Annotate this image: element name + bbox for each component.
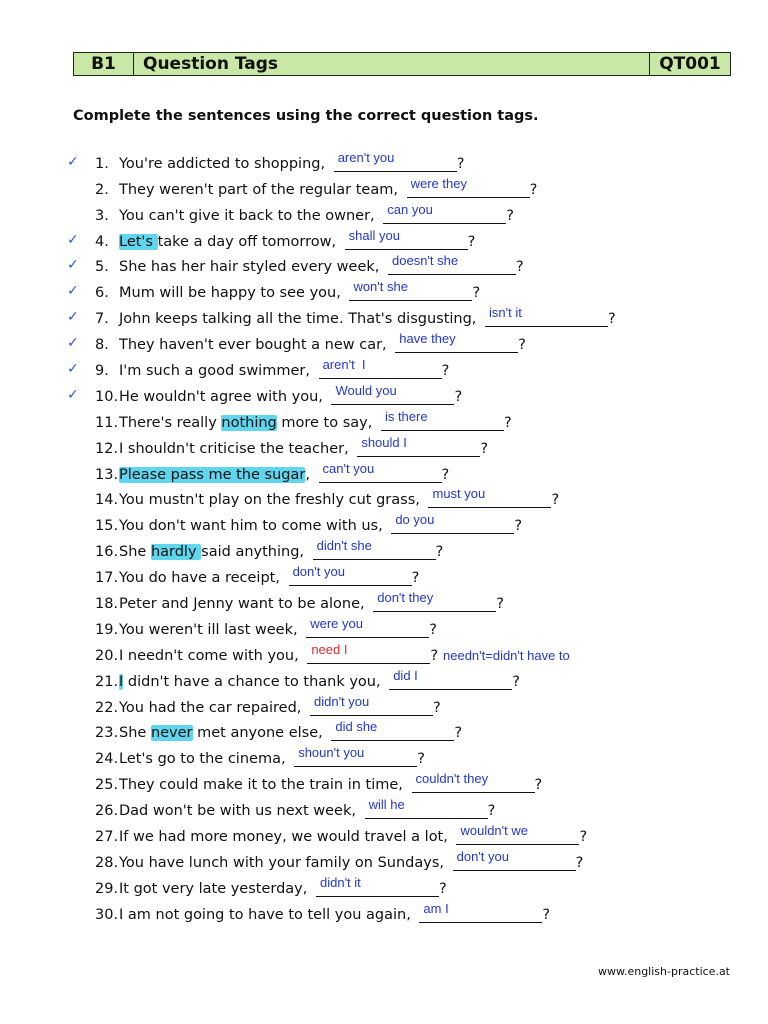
item-number: 18. xyxy=(95,596,119,613)
question-mark: ? xyxy=(487,803,496,820)
handwritten-answer: shall you xyxy=(348,227,400,243)
answer-blank[interactable] xyxy=(313,538,436,560)
sentence-text: You can't give it back to the owner, xyxy=(119,207,380,224)
sentence xyxy=(119,823,588,846)
question-mark: ? xyxy=(472,285,481,302)
sentence-text: Peter and Jenny want to be alone, xyxy=(119,596,370,613)
sentence-text: They haven't ever bought a new car, xyxy=(119,337,392,354)
sentence-text: You weren't ill last week, xyxy=(119,621,303,638)
sentence-text: They could make it to the train in time, xyxy=(119,777,408,794)
sentence xyxy=(119,434,489,457)
sentence xyxy=(119,253,524,276)
exercise-item xyxy=(0,537,768,563)
answer-blank[interactable] xyxy=(319,357,442,379)
handwritten-answer: need I xyxy=(311,641,348,657)
answer-blank[interactable] xyxy=(412,771,535,793)
answer-blank[interactable] xyxy=(395,331,518,353)
handwritten-answer: didn't she xyxy=(316,538,372,554)
handwritten-answer: shoun't you xyxy=(298,745,365,761)
checkmark-icon: ✓ xyxy=(67,153,79,170)
sentence-text: You do have a receipt, xyxy=(119,570,285,587)
question-mark: ? xyxy=(506,207,514,224)
answer-blank[interactable] xyxy=(294,745,417,767)
sentence-text: Dad won't be with us next week, xyxy=(119,803,361,820)
exercise-item xyxy=(0,667,768,693)
exercise-item xyxy=(0,796,768,822)
exercise-item xyxy=(0,900,768,926)
checkmark-icon: ✓ xyxy=(67,361,79,378)
answer-blank[interactable] xyxy=(357,434,480,457)
highlighted-text: nothing xyxy=(221,414,277,431)
sentence-text: I needn't come with you, xyxy=(119,647,304,664)
highlighted-text: I xyxy=(119,673,124,690)
answer-blank[interactable] xyxy=(389,667,512,690)
handwritten-answer: must you xyxy=(432,486,486,502)
handwritten-answer: don't you xyxy=(456,848,509,864)
sentence-text: take a day off tomorrow, xyxy=(157,233,341,250)
sentence xyxy=(119,719,463,742)
answer-blank[interactable] xyxy=(334,149,457,172)
handwritten-answer: wouldn't we xyxy=(460,823,528,839)
worksheet-header xyxy=(73,52,731,76)
sentence-text: , xyxy=(305,466,315,483)
exercise-item xyxy=(0,227,768,253)
handwritten-answer: aren't you xyxy=(337,149,395,165)
sentence xyxy=(119,201,514,224)
sentence xyxy=(119,408,512,431)
sentence-text: She has her hair styled every week, xyxy=(119,259,384,276)
sentence-text: She xyxy=(119,725,151,742)
question-mark: ? xyxy=(608,311,616,328)
question-mark: ? xyxy=(454,725,463,742)
answer-blank[interactable] xyxy=(289,564,412,586)
exercise-item xyxy=(0,253,768,279)
question-mark: ? xyxy=(438,880,447,897)
sentence-text: If we had more money, we would travel a lot, xyxy=(119,829,453,846)
item-number: 12. xyxy=(95,440,119,457)
handwritten-answer: were they xyxy=(410,175,467,191)
answer-blank[interactable] xyxy=(331,382,454,405)
item-number: 20. xyxy=(95,647,119,664)
sentence-text: You had the car repaired, xyxy=(119,699,306,716)
item-number: 16. xyxy=(95,544,119,561)
sentence xyxy=(119,771,543,794)
handwritten-answer: can you xyxy=(387,201,433,217)
question-mark: ? xyxy=(435,544,444,561)
checkmark-icon: ✓ xyxy=(67,335,79,352)
item-number: 9. xyxy=(95,363,109,380)
highlighted-text: Please pass me the sugar xyxy=(119,466,306,483)
handwritten-answer: didn't it xyxy=(319,874,361,890)
question-mark: ? xyxy=(441,363,450,380)
question-mark: ? xyxy=(503,414,512,431)
sentence-text: I shouldn't criticise the teacher, xyxy=(119,440,354,457)
sentence xyxy=(119,512,523,535)
answer-blank[interactable] xyxy=(419,900,542,923)
handwritten-answer: is there xyxy=(384,408,428,424)
item-number: 28. xyxy=(95,854,119,871)
item-number: 30. xyxy=(95,906,119,923)
item-number: 19. xyxy=(95,621,119,638)
sentence xyxy=(119,693,441,716)
item-number: 3. xyxy=(95,207,109,224)
sentence xyxy=(119,538,444,561)
sentence-text: You don't want him to come with us, xyxy=(119,518,388,535)
item-number: 27. xyxy=(95,829,119,846)
sentence-text: You have lunch with your family on Sundays, xyxy=(119,854,449,871)
sentence xyxy=(119,227,476,250)
sentence-text: There's really xyxy=(119,414,222,431)
sentence-text: Mum will be happy to see you, xyxy=(119,285,346,302)
handwritten-answer: aren't I xyxy=(322,357,366,373)
handwritten-answer: won't she xyxy=(353,279,408,295)
exercise-item xyxy=(0,822,768,848)
sentence-text: She xyxy=(119,544,151,561)
item-number: 26. xyxy=(95,803,119,820)
handwritten-answer: should I xyxy=(361,434,407,450)
item-number: 7. xyxy=(95,311,109,328)
question-mark: ? xyxy=(411,570,420,587)
handwritten-answer: didn't you xyxy=(314,693,370,709)
answer-blank[interactable] xyxy=(381,408,504,431)
handwritten-answer: have they xyxy=(399,331,456,347)
title-cell: Question Tags xyxy=(134,53,650,75)
answer-blank[interactable] xyxy=(428,486,551,508)
answer-blank[interactable] xyxy=(345,227,468,250)
answer-blank[interactable] xyxy=(485,305,608,327)
answer-blank[interactable] xyxy=(319,460,442,483)
sentence xyxy=(119,590,504,613)
question-mark: ? xyxy=(518,337,526,354)
handwritten-answer: couldn't they xyxy=(415,771,489,787)
exercise-item xyxy=(0,615,768,641)
item-number: 14. xyxy=(95,492,119,509)
level-cell: B1 xyxy=(74,53,134,75)
answer-blank[interactable] xyxy=(388,253,516,275)
sentence xyxy=(119,848,584,871)
answer-blank[interactable] xyxy=(391,512,514,534)
checkmark-icon: ✓ xyxy=(67,283,79,300)
exercise-item xyxy=(0,563,768,589)
sentence xyxy=(119,874,447,897)
sentence xyxy=(119,279,481,302)
question-mark: ? xyxy=(441,466,450,483)
question-mark: ? xyxy=(454,388,463,405)
item-number: 10. xyxy=(95,388,119,405)
handwritten-answer: don't they xyxy=(377,590,434,606)
sentence-text: You mustn't play on the freshly cut grass, xyxy=(119,492,425,509)
handwritten-answer: can't you xyxy=(322,460,375,476)
exercise-item xyxy=(0,330,768,356)
answer-blank[interactable] xyxy=(373,590,496,612)
exercise-item xyxy=(0,434,768,460)
sentence-text: I'm such a good swimmer, xyxy=(119,363,315,380)
exercise-item xyxy=(0,874,768,900)
sentence xyxy=(119,486,560,509)
answer-blank[interactable] xyxy=(456,823,579,845)
item-number: 6. xyxy=(95,285,109,302)
exercise-item xyxy=(0,770,768,796)
item-number: 8. xyxy=(95,337,109,354)
answer-blank[interactable] xyxy=(407,175,530,198)
question-mark: ? xyxy=(516,259,524,276)
checkmark-icon: ✓ xyxy=(67,231,79,248)
exercise-item xyxy=(0,744,768,770)
sentence xyxy=(119,667,520,690)
question-mark: ? xyxy=(429,621,437,638)
item-number: 25. xyxy=(95,777,119,794)
sentence xyxy=(119,797,496,820)
question-mark: ? xyxy=(456,155,465,172)
exercise-item xyxy=(0,848,768,874)
item-number: 23. xyxy=(95,725,119,742)
answer-blank[interactable] xyxy=(383,201,506,224)
item-number: 22. xyxy=(95,699,119,716)
sentence xyxy=(119,331,526,354)
exercise-item xyxy=(0,304,768,330)
sentence xyxy=(119,615,437,638)
question-mark: ? xyxy=(417,751,425,768)
question-mark: ? xyxy=(575,854,584,871)
exercise-list xyxy=(0,149,768,926)
sentence-text: You're addicted to shopping, xyxy=(119,155,330,172)
exercise-item xyxy=(0,511,768,537)
handwritten-answer: did she xyxy=(335,719,378,735)
item-number: 11. xyxy=(95,414,119,431)
sentence xyxy=(119,460,450,483)
handwritten-answer: isn't it xyxy=(489,305,522,321)
question-mark: ? xyxy=(529,181,538,198)
question-mark: ? xyxy=(542,906,551,923)
handwritten-answer: am I xyxy=(423,900,449,916)
answer-blank[interactable] xyxy=(365,797,488,819)
sentence-text: more to say, xyxy=(276,414,377,431)
sentence xyxy=(119,641,439,664)
checkmark-icon: ✓ xyxy=(67,386,79,403)
answer-blank[interactable] xyxy=(331,719,454,741)
sentence-text: said anything, xyxy=(201,544,309,561)
item-number: 21. xyxy=(95,673,119,690)
answer-blank[interactable] xyxy=(306,615,429,638)
footer-url: www.english-practice.at xyxy=(597,965,730,978)
sentence-text: Let's go to the cinema, xyxy=(119,751,291,768)
question-mark: ? xyxy=(512,673,520,690)
item-number: 29. xyxy=(95,880,119,897)
question-mark: ? xyxy=(579,829,588,846)
exercise-item xyxy=(0,641,768,667)
exercise-item xyxy=(0,382,768,408)
checkmark-icon: ✓ xyxy=(67,257,79,274)
handwritten-answer: Would you xyxy=(335,382,397,398)
exercise-item xyxy=(0,693,768,719)
sentence-text: didn't have a chance to thank you, xyxy=(123,673,386,690)
sentence-text: He wouldn't agree with you, xyxy=(119,388,328,405)
sentence-text: They weren't part of the regular team, xyxy=(119,181,403,198)
answer-blank[interactable] xyxy=(316,874,439,897)
item-number: 1. xyxy=(95,155,109,172)
exercise-item xyxy=(0,408,768,434)
handwritten-answer: were you xyxy=(310,615,363,631)
checkmark-icon: ✓ xyxy=(67,309,79,326)
item-number: 2. xyxy=(95,181,109,198)
question-mark: ? xyxy=(480,440,489,457)
handwritten-answer: did I xyxy=(393,667,418,683)
handwritten-answer: will he xyxy=(368,797,405,813)
exercise-item xyxy=(0,201,768,227)
code-cell: QT001 xyxy=(650,53,730,75)
item-number: 15. xyxy=(95,518,119,535)
item-number: 24. xyxy=(95,751,119,768)
sentence-text: John keeps talking all the time. That's disgusting, xyxy=(119,311,482,328)
handwritten-answer: don't you xyxy=(292,564,345,580)
sentence-text: It got very late yesterday, xyxy=(119,880,312,897)
sentence xyxy=(119,149,465,172)
sentence xyxy=(119,305,616,328)
answer-blank[interactable] xyxy=(307,641,430,664)
exercise-item xyxy=(0,589,768,615)
question-mark: ? xyxy=(433,699,441,716)
question-mark: ? xyxy=(467,233,476,250)
instruction: Complete the sentences using the correct question tags. xyxy=(73,108,539,124)
handwritten-answer: do you xyxy=(395,512,435,528)
question-mark: ? xyxy=(430,647,439,664)
highlighted-text: Let's xyxy=(119,233,158,250)
handwritten-answer: doesn't she xyxy=(392,253,459,269)
answer-blank[interactable] xyxy=(310,693,433,716)
item-number: 13. xyxy=(95,466,119,483)
question-mark: ? xyxy=(534,777,543,794)
item-number: 5. xyxy=(95,259,109,276)
highlighted-text: never xyxy=(150,725,193,742)
question-mark: ? xyxy=(551,492,560,509)
answer-blank[interactable] xyxy=(453,848,576,871)
sentence xyxy=(119,357,450,380)
exercise-item xyxy=(0,356,768,382)
sentence xyxy=(119,564,420,587)
exercise-item xyxy=(0,719,768,745)
exercise-item xyxy=(0,278,768,304)
sentence xyxy=(119,175,538,198)
answer-blank[interactable] xyxy=(349,279,472,301)
sentence xyxy=(119,900,551,923)
question-mark: ? xyxy=(496,596,504,613)
exercise-item xyxy=(0,486,768,512)
item-number: 17. xyxy=(95,570,119,587)
exercise-item xyxy=(0,149,768,175)
highlighted-text: hardly xyxy=(150,544,202,561)
exercise-item xyxy=(0,460,768,486)
sentence xyxy=(119,382,463,405)
margin-note: needn't=didn't have to xyxy=(443,647,570,663)
sentence-text: I am not going to have to tell you again, xyxy=(119,906,416,923)
item-number: 4. xyxy=(95,233,109,250)
sentence xyxy=(119,745,425,768)
question-mark: ? xyxy=(514,518,523,535)
exercise-item xyxy=(0,175,768,201)
sentence-text: met anyone else, xyxy=(192,725,328,742)
